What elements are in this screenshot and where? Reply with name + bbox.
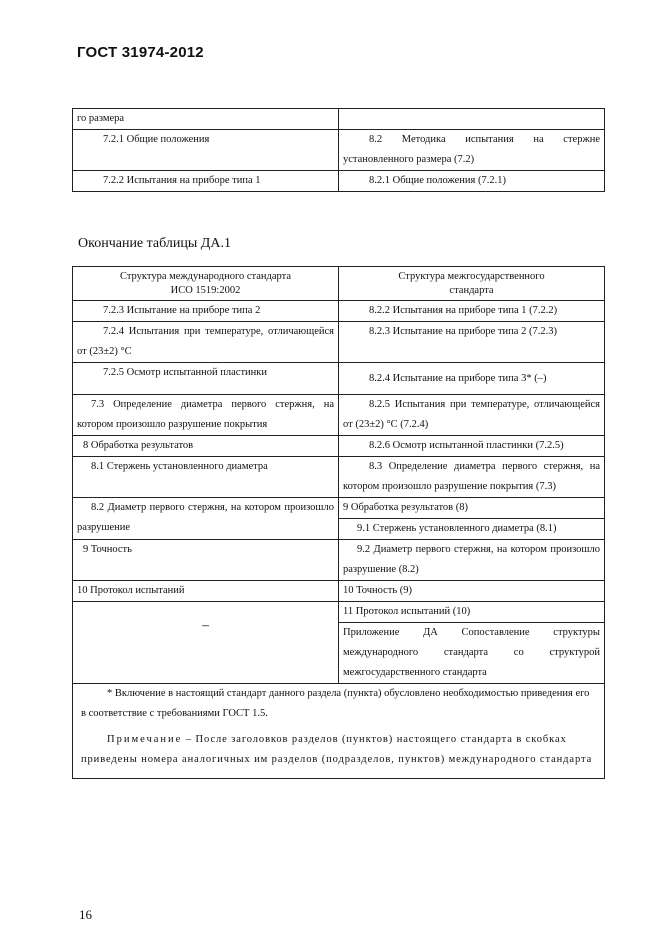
table-row [73, 436, 605, 457]
table-cell: 8.2.4 Испытание на приборе типа 3* (–) [339, 363, 605, 395]
header-line: ИСО 1519:2002 [170, 285, 241, 296]
header-line: стандарта [449, 285, 494, 296]
table-row [73, 363, 605, 395]
dash-mark: – [202, 618, 209, 633]
table-cell: 8.2 Методика испытания на стержне установленного размера (7.2) [339, 130, 605, 171]
table-caption: Окончание таблицы ДА.1 [78, 236, 231, 251]
footnote: * Включение в настоящий стандарт данного раздела (пункта) обусловлено необходимостью приведения его в соответствие с требованиями ГОСТ 1.5. [81, 688, 590, 719]
table-cell: 8.2.3 Испытание на приборе типа 2 (7.2.3) [339, 322, 605, 363]
table-cell: 8.2 Диаметр первого стержня, на котором произошло разрушение [73, 498, 339, 540]
table-cell: 8.3 Определение диаметра первого стержня, на котором произошло разрушение покрытия (7.3) [339, 457, 605, 498]
table-cell: 8.2.5 Испытания при температуре, отличающейся от (23±2) °С (7.2.4) [339, 395, 605, 436]
table-cell: 9 Точность [73, 540, 339, 581]
table-row [73, 498, 605, 519]
table-cell: 10 Протокол испытаний [73, 581, 339, 602]
table-cell: 7.2.5 Осмотр испытанной пластинки [73, 363, 339, 395]
table-cell: 8.2.2 Испытания на приборе типа 1 (7.2.2) [339, 301, 605, 322]
table-cell: 7.2.3 Испытание на приборе типа 2 [73, 301, 339, 322]
table-row [73, 602, 605, 623]
header-line: Структура международного стандарта [119, 271, 292, 282]
table-row [73, 109, 605, 130]
table-cell-merged [73, 602, 339, 684]
table-cell: 8.2.6 Осмотр испытанной пластинки (7.2.5) [339, 436, 605, 457]
note-label: Примечание [107, 734, 183, 745]
note [81, 730, 596, 770]
standard-header: ГОСТ 31974-2012 [77, 44, 204, 61]
table-cell [339, 109, 605, 130]
table-cell: 9 Обработка результатов (8) [339, 498, 605, 519]
table-cell: 8.1 Стержень установленного диаметра [73, 457, 339, 498]
column-header-interstate [339, 267, 605, 301]
table-row [73, 581, 605, 602]
table-cell: 10 Точность (9) [339, 581, 605, 602]
column-header-international [73, 267, 339, 301]
table-row [73, 395, 605, 436]
table-cell: 8.2.1 Общие положения (7.2.1) [339, 171, 605, 192]
table-row [73, 171, 605, 192]
table-cell: 7.3 Определение диаметра первого стержня, на котором произошло разрушение покрытия [73, 395, 339, 436]
note-text: – После заголовков разделов (пунктов) настоящего стандарта в скобках приведены номера аналогичных им разделов (подразделов, пунктов) международного стандарта [81, 734, 593, 765]
table-cell: 8 Обработка результатов [73, 436, 339, 457]
page-number: 16 [79, 907, 92, 922]
table-cell: го размера [73, 109, 339, 130]
table-footnote-cell [73, 684, 605, 779]
table-cell: 7.2.2 Испытания на приборе типа 1 [73, 171, 339, 192]
table-row [73, 130, 605, 171]
table-row [73, 457, 605, 498]
table-cell: 11 Протокол испытаний (10) [339, 602, 605, 623]
table-cell: 9.2 Диаметр первого стержня, на котором произошло разрушение (8.2) [339, 540, 605, 581]
top-table [72, 108, 605, 192]
comparison-table [72, 266, 605, 779]
table-cell: Приложение ДА Сопоставление структуры международного стандарта со структурой межгосударственного стандарта [339, 623, 605, 684]
header-line: Структура межгосударственного [398, 271, 545, 282]
table-row [73, 540, 605, 581]
table-row [73, 301, 605, 322]
table-header-row [73, 267, 605, 301]
table-cell: 7.2.1 Общие положения [73, 130, 339, 171]
table-row [73, 322, 605, 363]
table-cell: 7.2.4 Испытания при температуре, отличающейся от (23±2) °С [73, 322, 339, 363]
table-cell: 9.1 Стержень установленного диаметра (8.1) [339, 519, 605, 540]
table-footer-row [73, 684, 605, 779]
